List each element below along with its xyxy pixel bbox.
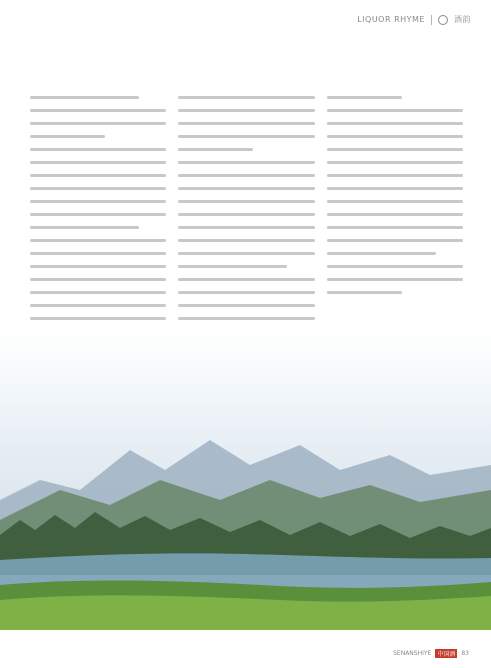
- page-footer: [393, 649, 469, 658]
- text-line: [178, 174, 314, 177]
- text-line: [327, 122, 463, 125]
- text-column-2: [178, 96, 314, 330]
- text-line: [327, 174, 463, 177]
- text-line: [30, 304, 166, 307]
- section-badge: 酒韵: [454, 15, 471, 24]
- text-line: [30, 135, 105, 138]
- text-line: [327, 135, 463, 138]
- text-line: [178, 317, 314, 320]
- text-line: [30, 278, 166, 281]
- text-line: [327, 187, 463, 190]
- text-line: [30, 161, 166, 164]
- text-line: [30, 317, 166, 320]
- text-line: [178, 96, 314, 99]
- text-line: [327, 291, 402, 294]
- text-line: [178, 161, 314, 164]
- text-line: [327, 252, 436, 255]
- text-line: [327, 200, 463, 203]
- text-line: [30, 265, 166, 268]
- text-line: [327, 278, 463, 281]
- text-line: [178, 148, 253, 151]
- text-line: [30, 291, 166, 294]
- text-line: [178, 278, 314, 281]
- text-line: [178, 304, 314, 307]
- text-line: [30, 200, 166, 203]
- text-line: [30, 252, 166, 255]
- text-line: [30, 96, 139, 99]
- text-column-3: [327, 96, 463, 330]
- header-divider: [431, 15, 432, 25]
- text-line: [178, 213, 314, 216]
- page-header: [357, 14, 471, 25]
- brand-tag: 中国酒: [437, 651, 456, 658]
- text-line: [327, 96, 402, 99]
- text-line: [327, 239, 463, 242]
- text-line: [327, 161, 463, 164]
- text-line: [178, 252, 314, 255]
- text-line: [178, 239, 314, 242]
- text-line: [178, 265, 287, 268]
- text-line: [178, 109, 314, 112]
- text-line: [178, 200, 314, 203]
- text-line: [30, 239, 166, 242]
- text-line: [327, 213, 463, 216]
- section-title: LIQUOR RHYME: [357, 15, 425, 24]
- text-column-1: [30, 96, 166, 330]
- text-line: [30, 122, 166, 125]
- text-line: [178, 122, 314, 125]
- article-body: [30, 96, 463, 318]
- text-line: [178, 187, 314, 190]
- text-line: [30, 187, 166, 190]
- mountain-lake-scene: [0, 330, 491, 630]
- magazine-name: SENANSHIYE: [393, 650, 432, 657]
- text-line: [30, 109, 166, 112]
- text-line: [30, 226, 139, 229]
- circle-icon: [438, 15, 448, 25]
- landscape-photo: [0, 330, 491, 630]
- text-line: [327, 148, 463, 151]
- text-line: [30, 174, 166, 177]
- text-line: [327, 109, 463, 112]
- text-line: [327, 265, 463, 268]
- text-line: [30, 148, 166, 151]
- text-line: [30, 213, 166, 216]
- text-line: [327, 226, 463, 229]
- text-line: [178, 291, 314, 294]
- text-line: [178, 135, 314, 138]
- meadow-highlight: [0, 595, 491, 630]
- text-line: [178, 226, 314, 229]
- page-number: 83: [461, 650, 469, 657]
